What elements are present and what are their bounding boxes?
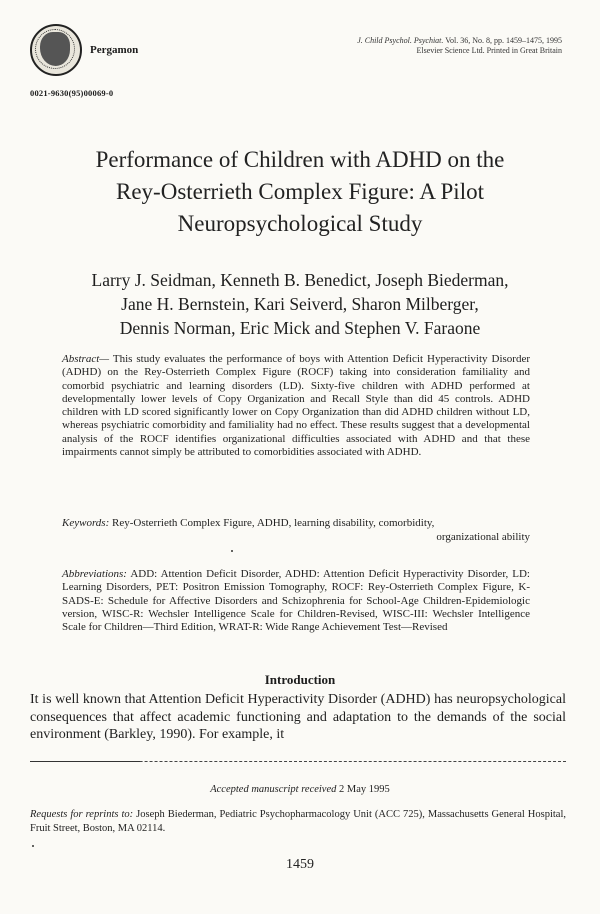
keywords-text-continued: organizational ability (436, 530, 530, 543)
stray-mark (231, 550, 233, 552)
reprints-text: Joseph Biederman, Pediatric Psychopharmacology Unit (ACC 725), Massachusetts General Hospital, Fruit Street, Boston, MA 02114. (30, 809, 566, 834)
accepted-date: 2 May 1995 (339, 784, 390, 795)
document-id: 0021-9630(95)00069-0 (30, 88, 114, 98)
stray-mark (32, 845, 34, 847)
section-heading: Introduction (264, 672, 336, 687)
abbreviations-text: ADD: Attention Deficit Disorder, ADHD: Attention Deficit Hyperactivity Disorder, LD: Learning Disorders, PET: Positron Emission Tomography, ROCF: Rey-Osterrieth Complex Figure, K-SADS-E: Schedule for Affective Disorders and Schizophrenia for School-Age Children-Epidemiologic version, WISC-R: Wechsler Intelligence Scale for Children-Revised, WISC-III: Wechsler Intelligence Scale for Children—Third Edition, WRAT-R: Wide Range Achievement Test—Revised (62, 568, 530, 634)
article-title (40, 144, 560, 240)
footnote-divider-solid (30, 761, 140, 762)
abbreviations (62, 568, 530, 634)
author-line: Larry J. Seidman, Kenneth B. Benedict, Joseph Biederman, (91, 270, 509, 290)
journal-printer: Elsevier Science Ltd. Printed in Great Britain (416, 46, 562, 55)
keywords (62, 517, 530, 544)
publisher-block (30, 24, 138, 76)
journal-volume: Vol. 36, No. 8, pp. 1459–1475, 1995 (445, 36, 562, 45)
body-paragraph: It is well known that Attention Deficit Hyperactivity Disorder (ADHD) has neuropsychological consequences that affect academic functioning and adaptation to the demands of the social environment (Barkley, 1990). For example, it (30, 692, 566, 742)
reprints-note (30, 808, 566, 835)
author-list (24, 268, 576, 340)
journal-citation (357, 36, 562, 56)
abstract-text: This study evaluates the performance of boys with Attention Deficit Hyperactivity Disorder (ADHD) on the Rey-Osterrieth Complex Figure (ROCF) taking into consideration familiality and comorbid psychiatric and learning disorders (LD). Sixty-five children with ADHD performed at developmentally lower levels of Copy Organization and Recall Style than did 45 controls. ADHD children with LD scored significantly lower on Copy Organization than did ADHD children without LD, whereas psychiatric comorbidity and familiality had no effect. These results suggest that a developmental analysis of the ROCF identifies organizational difficulties associated with ADHD and that these impairments cannot simply be attributed to comorbidities associated with ADHD. (62, 353, 530, 459)
title-line: Rey-Osterrieth Complex Figure: A Pilot (116, 179, 484, 204)
author-line: Dennis Norman, Eric Mick and Stephen V. Faraone (119, 318, 481, 338)
author-line: Jane H. Bernstein, Kari Seiverd, Sharon Milberger, (121, 294, 479, 314)
title-line: Performance of Children with ADHD on the (95, 147, 505, 172)
journal-name: J. Child Psychol. Psychiat. (357, 36, 444, 45)
reprints-label: Requests for reprints to: (30, 809, 134, 820)
abstract (62, 353, 530, 459)
page-number: 1459 (286, 857, 314, 872)
accepted-note (0, 784, 600, 795)
publisher-name: Pergamon (90, 44, 139, 56)
pergamon-logo-icon (30, 24, 82, 76)
abstract-label: Abstract— (62, 353, 110, 365)
keywords-text: Rey-Osterrieth Complex Figure, ADHD, learning disability, comorbidity, (112, 517, 435, 529)
keywords-label: Keywords: (62, 517, 110, 529)
abbreviations-label: Abbreviations: (62, 568, 127, 580)
title-line: Neuropsychological Study (177, 211, 423, 236)
accepted-label: Accepted manuscript received (210, 784, 337, 795)
